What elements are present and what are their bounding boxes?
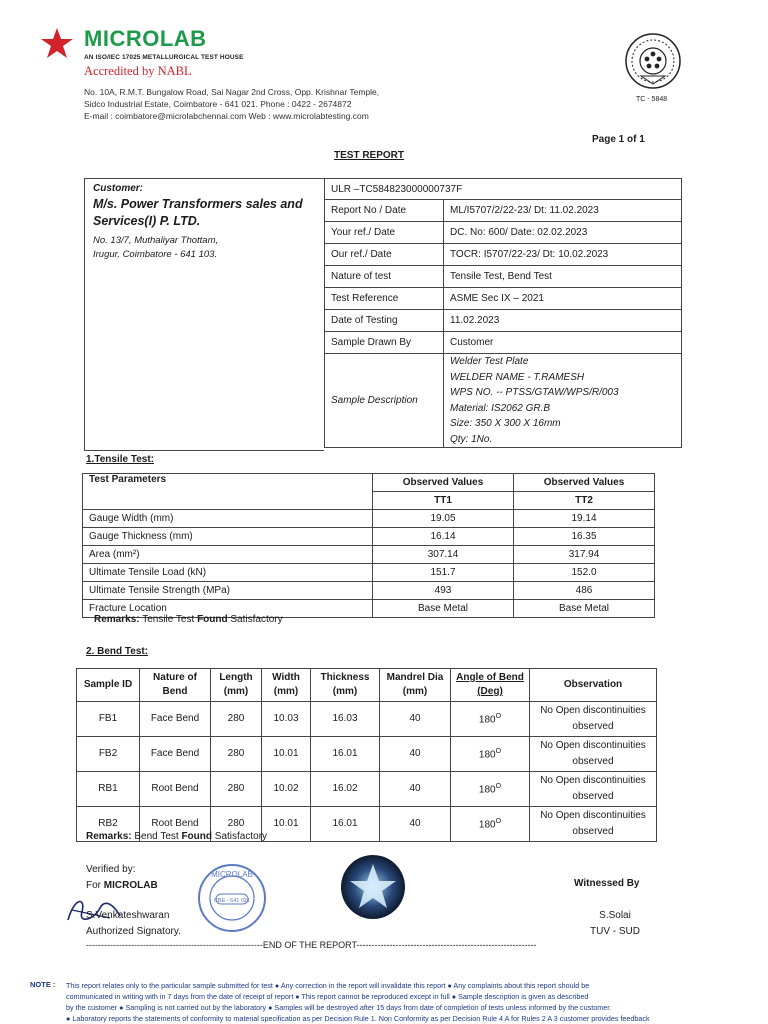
customer-label: Customer: bbox=[93, 183, 144, 194]
info-key: Date of Testing bbox=[325, 310, 444, 332]
info-value: ML/I5707/2/22-23/ Dt: 11.02.2023 bbox=[444, 200, 682, 222]
table-row: FB2 Face Bend 280 10.01 16.01 40 $180^O$ No Open discontinuities observed bbox=[77, 737, 657, 772]
signer-name: S.Venkateshwaran bbox=[86, 910, 170, 921]
table-row: RB1 Root Bend 280 10.02 16.02 40 $180^O$ No Open discontinuities observed bbox=[77, 772, 657, 807]
customer-block bbox=[84, 178, 324, 451]
tensile-remarks: Remarks: Tensile Test Found Satisfactory bbox=[94, 614, 283, 625]
col-length: Length (mm) bbox=[211, 669, 262, 702]
info-key: Your ref./ Date bbox=[325, 222, 444, 244]
col-tt1: TT1 bbox=[373, 492, 514, 510]
info-key: Report No / Date bbox=[325, 200, 444, 222]
col-test-parameters: Test Parameters bbox=[83, 474, 373, 510]
hologram-seal-icon bbox=[340, 854, 406, 920]
signer-block bbox=[86, 908, 181, 940]
table-row: Ultimate Tensile Strength (MPa) 493 486 bbox=[83, 582, 655, 600]
col-observed-2: Observed Values bbox=[514, 474, 655, 492]
nabl-certificate-number: TC - 5848 bbox=[636, 96, 668, 103]
col-observed-1: Observed Values bbox=[373, 474, 514, 492]
sample-description: Welder Test Plate WELDER NAME - T.RAMESH WPS NO. -- PTSS/GTAW/WPS/R/003 Material: IS2062 GR.B Size: 350 X 300 X 16mm Qty: 1No. bbox=[444, 354, 682, 448]
note-label: NOTE : bbox=[30, 980, 56, 989]
col-thickness: Thickness (mm) bbox=[311, 669, 380, 702]
table-row: Gauge Thickness (mm) 16.14 16.35 bbox=[83, 528, 655, 546]
table-row: Area (mm²) 307.14 317.94 bbox=[83, 546, 655, 564]
lab-address: No. 10A, R.M.T. Bungalow Road, Sai Nagar 2nd Cross, Opp. Krishnar Temple, Sidco Industrial Estate, Coimbatore - 641 021. Phone : 0422 - 2674872 E-mail : coimbatore@microlabchennai.com Web : www.microlabtesting.com bbox=[84, 87, 380, 121]
info-key: Nature of test bbox=[325, 266, 444, 288]
info-value: DC. No: 600/ Date: 02.02.2023 bbox=[444, 222, 682, 244]
bend-remarks: Remarks: Bend Test Found Satisfactory bbox=[86, 831, 268, 842]
col-width: Width (mm) bbox=[262, 669, 311, 702]
table-row: Ultimate Tensile Load (kN) 151.7 152.0 bbox=[83, 564, 655, 582]
customer-name: M/s. Power Transformers sales and Services(I) P. LTD. bbox=[93, 197, 303, 228]
svg-text:CBE - 641 021: CBE - 641 021 bbox=[213, 898, 251, 904]
info-value: Tensile Test, Bend Test bbox=[444, 266, 682, 288]
nabl-accreditation: Accredited by NABL bbox=[84, 64, 192, 78]
iso-tagline: AN ISO/IEC 17025 METALLURGICAL TEST HOUSE bbox=[84, 54, 244, 61]
brand-name: MICROLAB bbox=[84, 26, 207, 51]
svg-text:MICROLAB: MICROLAB bbox=[211, 870, 253, 879]
verified-block: Verified by: For MICROLAB bbox=[86, 864, 158, 891]
table-row: Fracture Location Base Metal Base Metal bbox=[83, 600, 655, 618]
info-value: Customer bbox=[444, 332, 682, 354]
witness-org: TUV - SUD bbox=[590, 926, 640, 937]
col-mandrel: Mandrel Dia (mm) bbox=[380, 669, 451, 702]
note-text: This report relates only to the particular sample submitted for test ● Any correction in the report will invalidate this report ● Any complaints about this report should be communicated in writing with in 7 days from the date of receipt of report ● This report cannot be reproduced except in full ● Sample description is given as described by the customer ● Sampling is not carried out by the laboratory ● Samples will be destroyed after 15 days from date of completion of tests unless informed by the customer. ● Laboratory reports the statements of conformity to material specification as per Decision Rule 1. Non Conformity as per Decision Rule 4 A for Rules 2 A 3 customer provides feedback bbox=[66, 981, 650, 1023]
info-key: Sample Drawn By bbox=[325, 332, 444, 354]
col-sample-id: Sample ID bbox=[77, 669, 140, 702]
witnessed-label: Witnessed By bbox=[574, 878, 640, 889]
info-key: Our ref./ Date bbox=[325, 244, 444, 266]
page-number: Page 1 of 1 bbox=[592, 134, 645, 145]
info-value: ASME Sec IX – 2021 bbox=[444, 288, 682, 310]
witness-name: S.Solai bbox=[599, 910, 631, 921]
bend-heading: 2. Bend Test: bbox=[86, 646, 149, 657]
report-title: TEST REPORT bbox=[334, 150, 405, 161]
bend-table bbox=[76, 668, 657, 842]
ulr-number: ULR –TC584823000000737F bbox=[325, 179, 682, 200]
tensile-table bbox=[82, 473, 655, 618]
col-angle: Angle of Bend (Deg) bbox=[451, 669, 530, 702]
witness-block bbox=[590, 908, 640, 940]
table-row: FB1 Face Bend 280 10.03 16.03 40 $180^O$ No Open discontinuities observed bbox=[77, 702, 657, 737]
sample-description-label: Sample Description bbox=[325, 354, 444, 448]
microlab-star-logo bbox=[40, 26, 74, 60]
col-tt2: TT2 bbox=[514, 492, 655, 510]
info-value: TOCR: I5707/22-23/ Dt: 10.02.2023 bbox=[444, 244, 682, 266]
microlab-stamp-icon bbox=[196, 862, 268, 934]
info-key: Test Reference bbox=[325, 288, 444, 310]
report-info-table bbox=[324, 178, 682, 448]
col-observation: Observation bbox=[530, 669, 657, 702]
info-value: 11.02.2023 bbox=[444, 310, 682, 332]
col-nature: Nature of Bend bbox=[140, 669, 211, 702]
end-of-report: -----------------------------------------------------------END OF THE REPORT------------------------------------------------------------ bbox=[86, 940, 537, 950]
customer-address: No. 13/7, Muthaliyar Thottam, Irugur, Coimbatore - 641 103. bbox=[93, 235, 219, 260]
table-row: RB2 Root Bend 280 10.01 16.01 40 $180^O$ No Open discontinuities observed bbox=[77, 807, 657, 842]
table-row: Gauge Width (mm) 19.05 19.14 bbox=[83, 510, 655, 528]
nabl-seal-icon bbox=[624, 32, 682, 90]
tensile-heading: 1.Tensile Test: bbox=[86, 454, 154, 465]
signer-role: Authorized Signatory. bbox=[86, 926, 181, 937]
